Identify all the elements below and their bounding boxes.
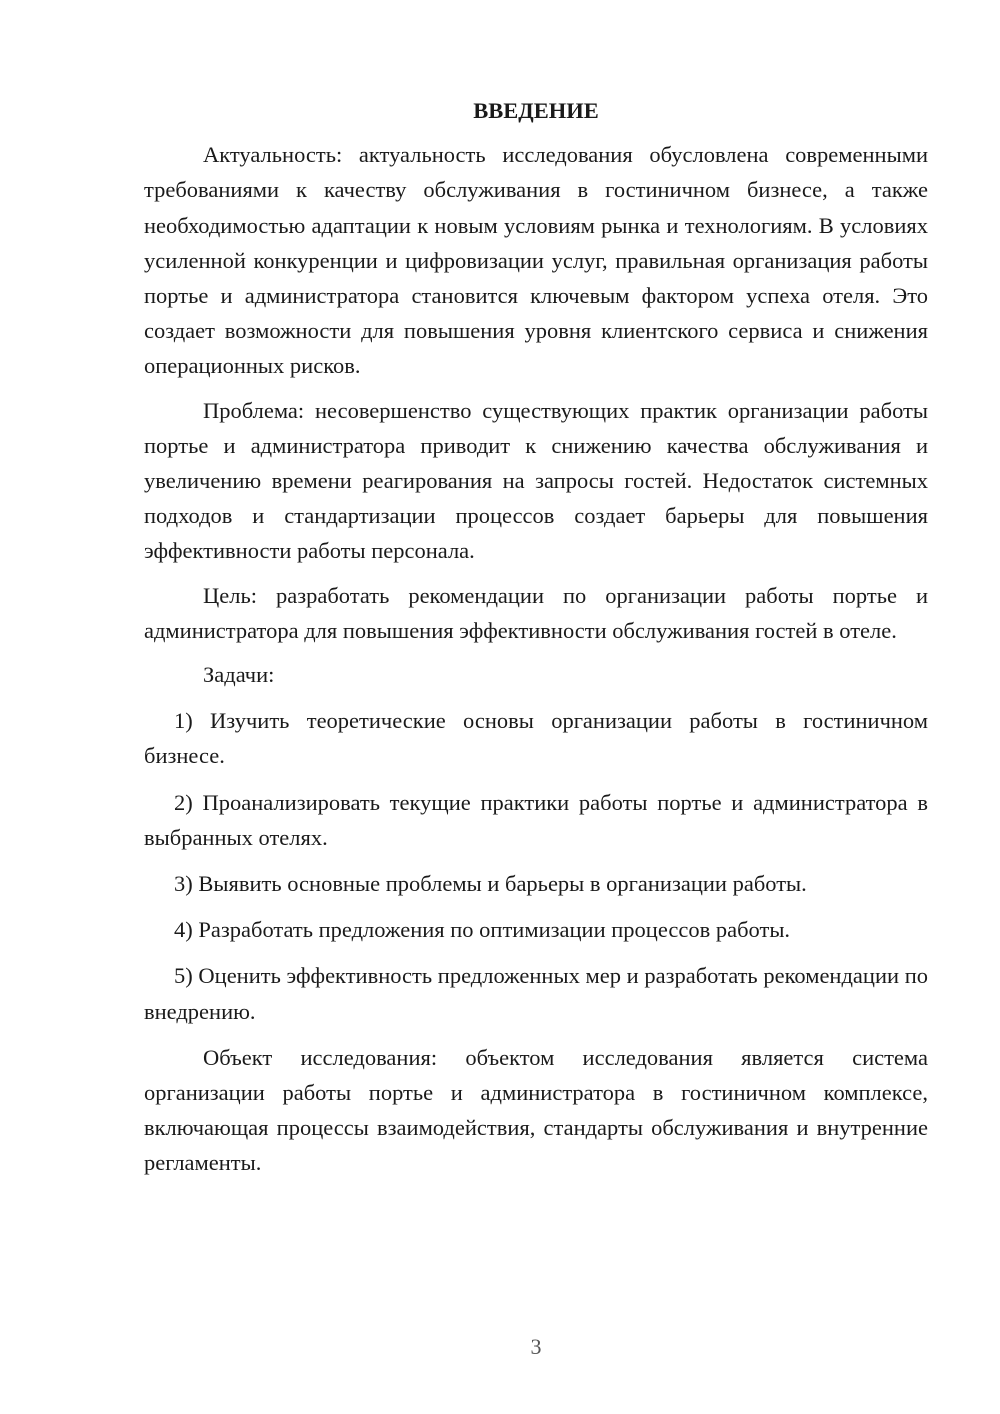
tasks-list — [144, 703, 928, 1029]
problem-paragraph: Проблема: несовершенство существующих практик организации работы портье и администратора приводит к снижению качества обслуживания и увеличению времени реагирования на запросы гостей. Недостаток системных подходов и стандартизации процессов создает барьеры для повышения эффективности работы персонала. — [144, 397, 928, 564]
section-heading: ВВЕДЕНИЕ — [473, 98, 599, 123]
task-item: 4) Разработать предложения по оптимизации процессов работы. — [174, 917, 791, 943]
task-item: 2) Проанализировать текущие практики работы портье и администратора в выбранных отелях. — [144, 789, 928, 850]
goal-paragraph: Цель: разработать рекомендации по организации работы портье и администратора для повышения эффективности обслуживания гостей в отеле. — [144, 582, 928, 643]
task-item: 3) Выявить основные проблемы и барьеры в организации работы. — [174, 871, 807, 897]
tasks-heading: Задачи: — [203, 662, 275, 688]
task-item: 1) Изучить теоретические основы организации работы в гостиничном бизнесе. — [144, 708, 928, 769]
page-number: 3 — [530, 1334, 542, 1359]
relevance-paragraph: Актуальность: актуальность исследования обусловлена современными требованиями к качеству обслуживания в гостиничном бизнесе, а также необходимостью адаптации к новым условиям рынка и технологиям. В условиях усиленной конкуренции и цифровизации услуг, правильная организация работы портье и администратора становится ключевым фактором успеха отеля. Это создает возможности для повышения уровня клиентского сервиса и снижения операционных рисков. — [144, 142, 928, 379]
task-item: 5) Оценить эффективность предложенных мер и разработать рекомендации по внедрению. — [144, 963, 928, 1024]
object-paragraph: Объект исследования: объектом исследования является система организации работы портье и администратора в гостиничном комплексе, включающая процессы взаимодействия, стандарты обслуживания и внутренние регламенты. — [144, 1044, 928, 1176]
document-body — [144, 93, 928, 1190]
